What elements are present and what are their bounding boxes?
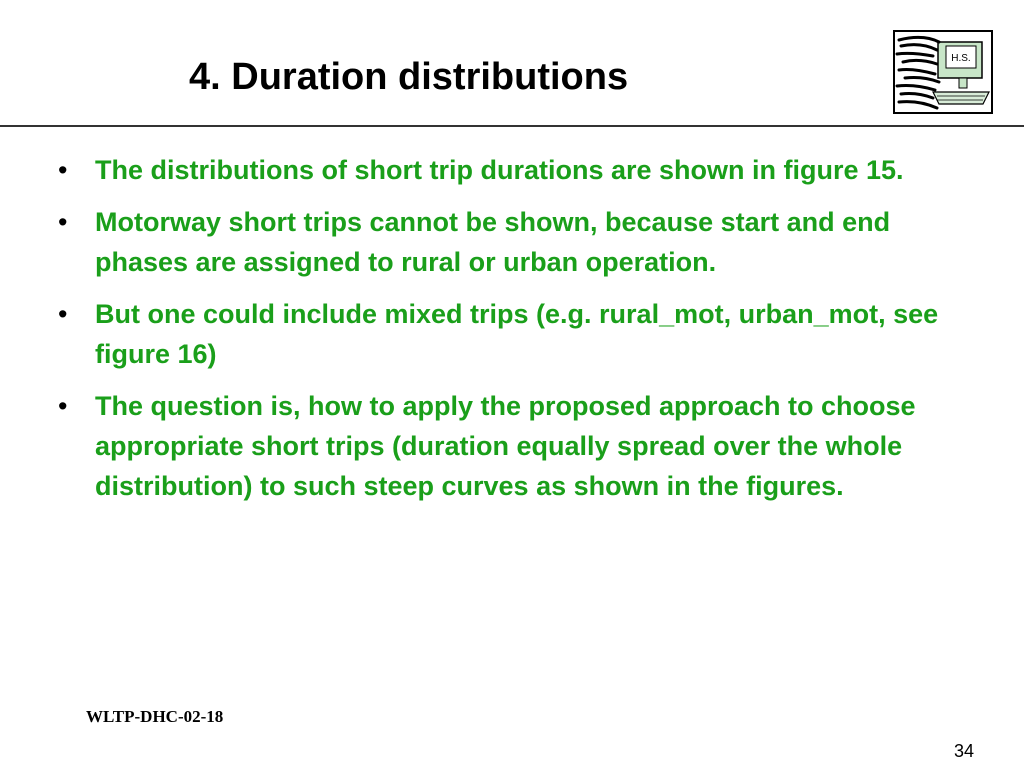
title-divider: [0, 125, 1024, 127]
bullet-item: [58, 294, 978, 374]
slide-title: 4. Duration distributions: [189, 56, 629, 98]
bullet-item: [58, 202, 978, 282]
hs-logo: [893, 30, 993, 114]
logo-text: H.S.: [951, 53, 971, 64]
bullet-text: The question is, how to apply the proposed approach to choose appropriate short trips (duration equally spread over the whole distribution) to such steep curves as shown in the figures.: [95, 391, 916, 501]
bullet-text: The distributions of short trip durations are shown in figure 15.: [95, 155, 904, 185]
bullet-marker: •: [58, 299, 68, 329]
bullet-marker: •: [58, 207, 68, 237]
footer-document-id: WLTP-DHC-02-18: [86, 707, 224, 726]
bullet-item: [58, 386, 978, 506]
bullet-text: Motorway short trips cannot be shown, because start and end phases are assigned to rural or urban operation.: [95, 207, 891, 277]
bullet-marker: •: [58, 155, 68, 185]
bullet-marker: •: [58, 391, 68, 421]
bullet-text: But one could include mixed trips (e.g. rural_mot, urban_mot, see figure 16): [95, 299, 939, 369]
page-number: 34: [953, 741, 974, 761]
bullet-item: [58, 150, 978, 190]
bullet-list: [58, 150, 978, 518]
